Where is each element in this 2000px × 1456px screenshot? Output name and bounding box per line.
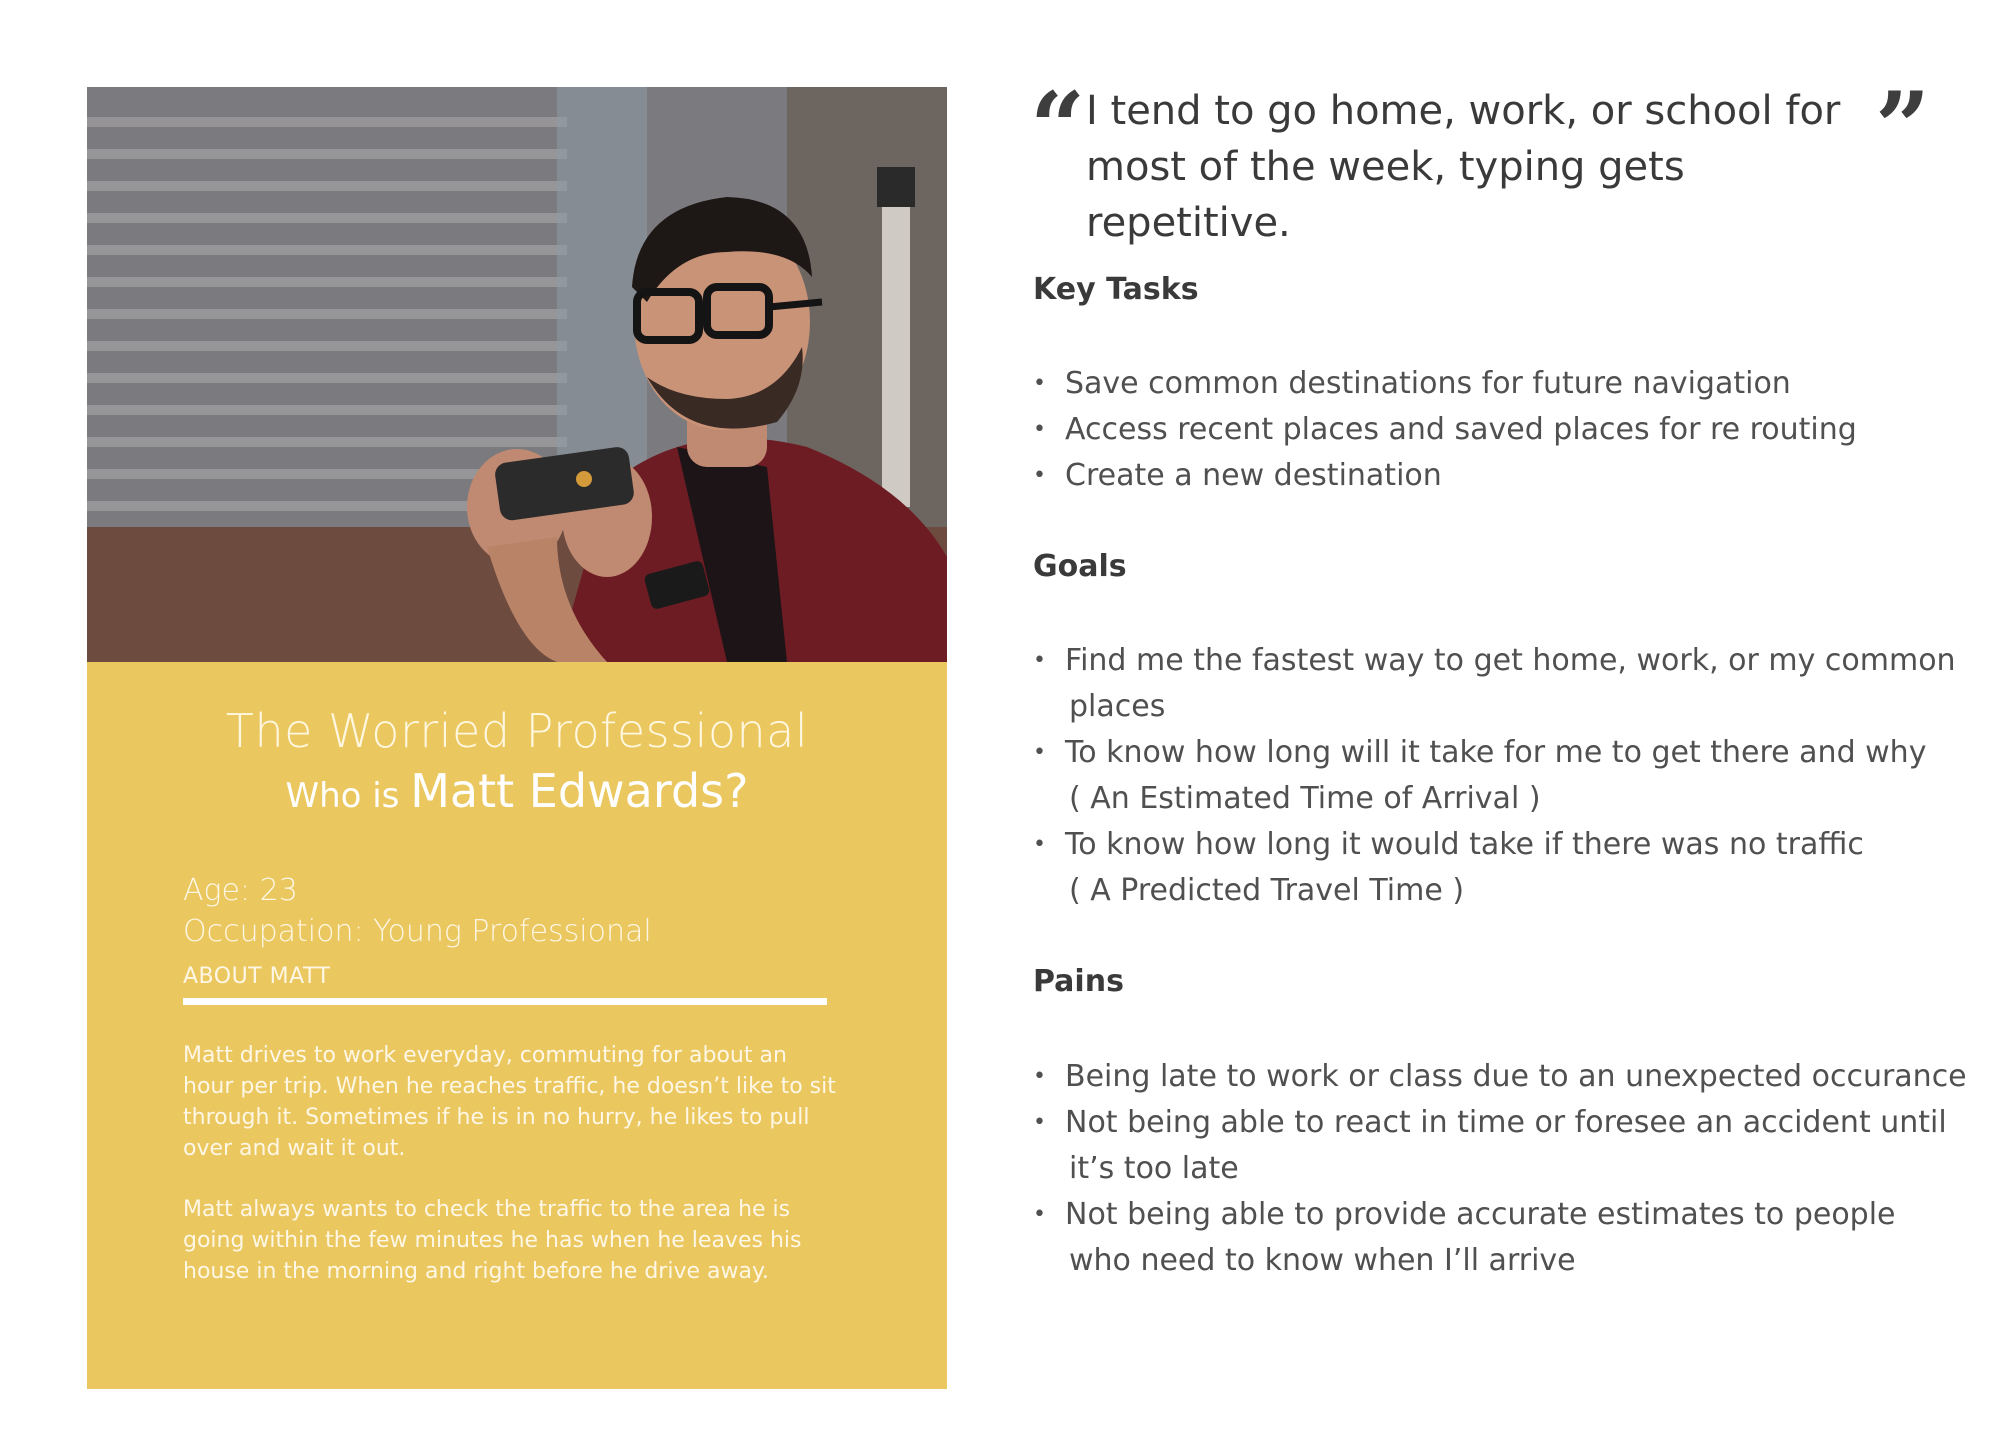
open-quote-icon: “ (1030, 71, 1086, 184)
list-item: • Find me the fastest way to get home, work, or my common places (1033, 638, 1973, 730)
persona-name: Matt Edwards? (410, 764, 749, 818)
persona-quote (1030, 71, 1931, 246)
about-paragraph: Matt always wants to check the traffic to the area he is going within the few minutes he has when he leaves his house in the morning and right before he drive away. (183, 1197, 802, 1284)
who-is-label: Who is (285, 776, 411, 816)
bullet-icon: • (1033, 1110, 1046, 1135)
pains-list (1033, 1054, 1973, 1284)
bullet-icon: • (1033, 371, 1046, 396)
list-item: • Save common destinations for future navigation (1033, 361, 1973, 407)
list-item: • Access recent places and saved places for re routing (1033, 407, 1973, 453)
bullet-icon: • (1033, 648, 1046, 673)
about-text (183, 1040, 843, 1317)
close-quote-icon: ” (1875, 71, 1931, 184)
persona-title: The Worried Professional (225, 704, 809, 758)
goals-list (1033, 638, 1973, 914)
persona-occupation: Occupation: Young Professional (183, 914, 652, 949)
quote-text (1086, 83, 1866, 251)
persona-age: Age: 23 (183, 873, 298, 908)
persona-name-line (87, 764, 947, 818)
about-divider (183, 998, 827, 1005)
persona-facts (183, 870, 652, 952)
about-paragraph: Matt drives to work everyday, commuting for about an hour per trip. When he reaches traffic, he doesn’t like to sit through it. Sometimes if he is in no hurry, he likes to pull over and wait it out. (183, 1043, 836, 1161)
bullet-icon: • (1033, 463, 1046, 488)
persona-info-panel (87, 662, 947, 1389)
persona-card (87, 87, 947, 1389)
bullet-icon: • (1033, 832, 1046, 857)
persona-photo-illustration (87, 87, 947, 662)
list-item: • Not being able to react in time or foresee an accident until it’s too late (1033, 1100, 1973, 1192)
pains-heading: Pains (1033, 964, 1124, 999)
bullet-icon: • (1033, 1202, 1046, 1227)
list-item: • Being late to work or class due to an unexpected occurance (1033, 1054, 1973, 1100)
quote-line: I tend to go home, work, or school for (1086, 88, 1841, 134)
list-item: • To know how long will it take for me to get there and why ( An Estimated Time of Arrival ) (1033, 730, 1973, 822)
bullet-icon: • (1033, 740, 1046, 765)
list-item: • To know how long it would take if there was no traffic ( A Predicted Travel Time ) (1033, 822, 1973, 914)
about-heading: ABOUT MATT (183, 964, 331, 989)
list-item: • Not being able to provide accurate estimates to people who need to know when I’ll arrive (1033, 1192, 1973, 1284)
list-item: • Create a new destination (1033, 453, 1973, 499)
quote-line: most of the week, typing gets repetitive. (1086, 144, 1685, 246)
goals-heading: Goals (1033, 549, 1127, 584)
bullet-icon: • (1033, 1064, 1046, 1089)
persona-photo (87, 87, 947, 662)
key-tasks-heading: Key Tasks (1033, 272, 1199, 307)
bullet-icon: • (1033, 417, 1046, 442)
key-tasks-list (1033, 361, 1973, 499)
